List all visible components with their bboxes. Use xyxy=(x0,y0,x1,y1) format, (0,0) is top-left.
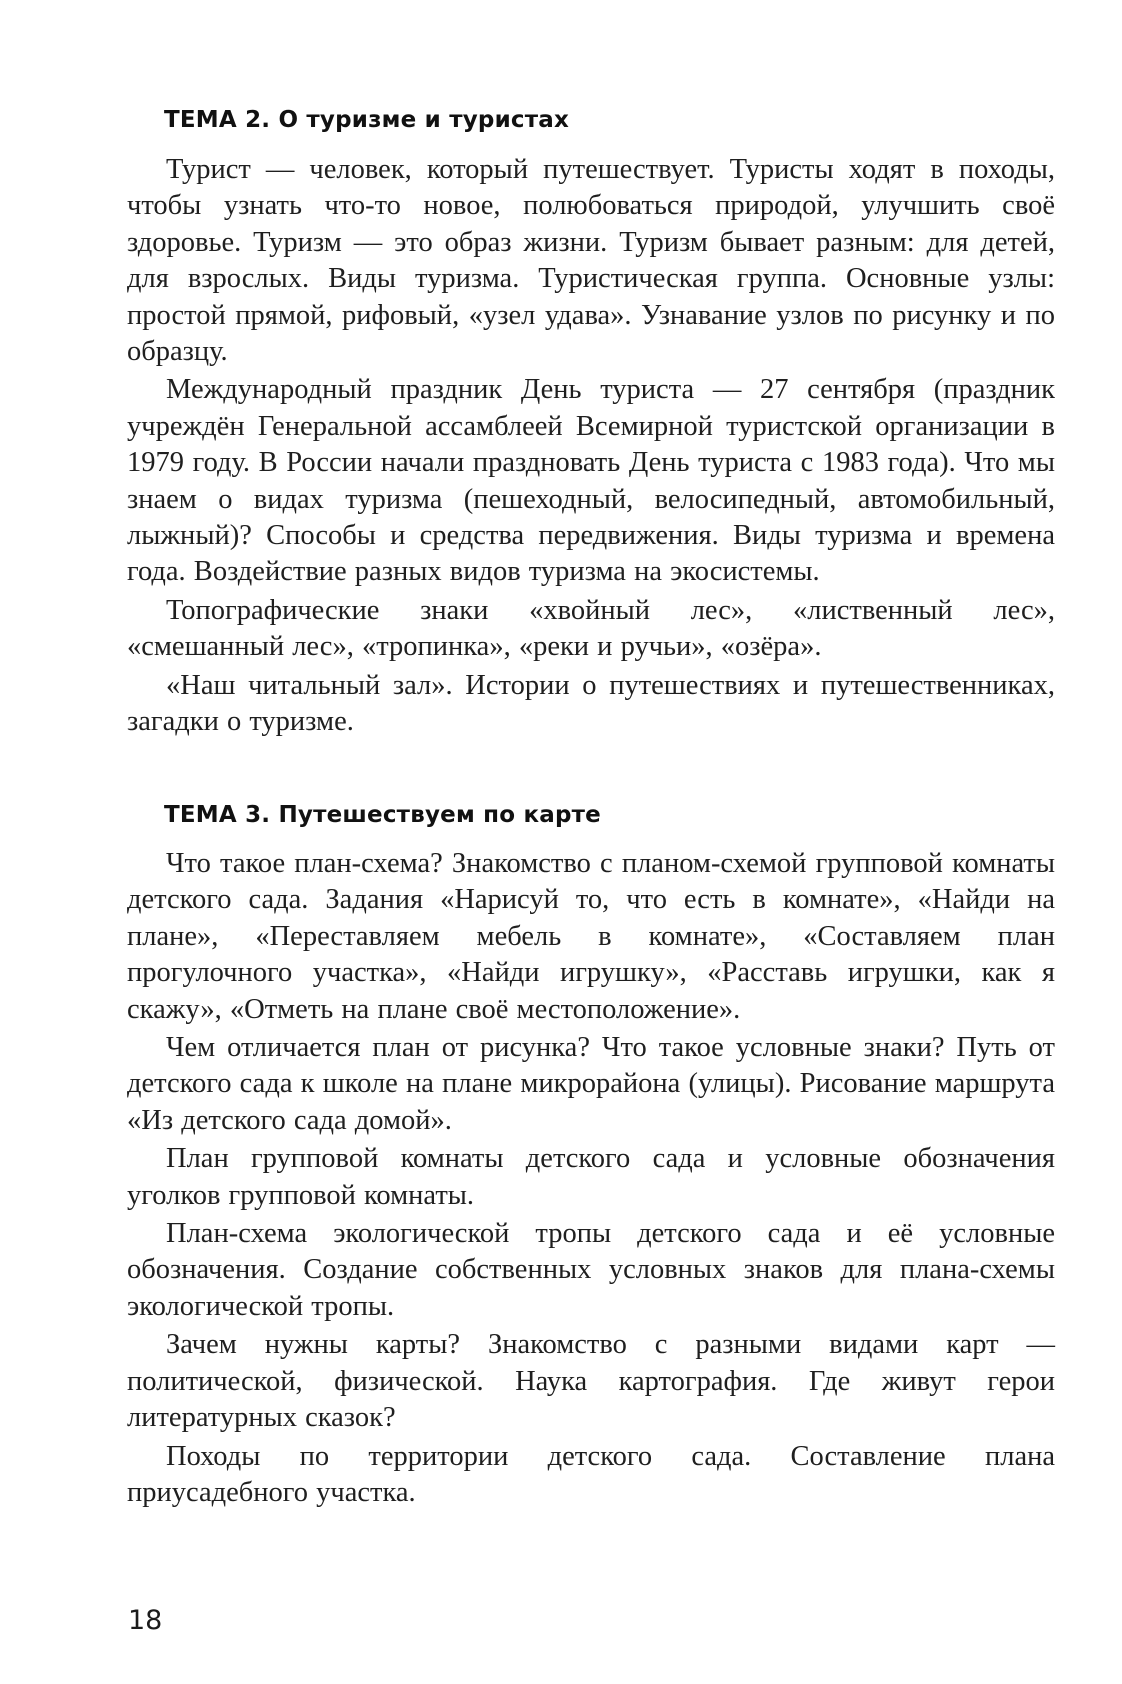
page-number: 18 xyxy=(128,1605,163,1636)
section-3-heading: ТЕМА 3. Путешествуем по карте xyxy=(164,802,601,828)
paragraph: Международный праздник День туриста — 27 сентября (праздник учреждён Генеральной ассамблеей Всемирной туристской организации в 1979 году. В России начали праздновать День туриста с 1983 года). Что мы знаем о видах туризма (пешеходный, велосипедный, автомобильный, лыжный)? Способы и средства передвижения. Виды туризма и времена года. Воздействие разных видов туризма на экосистемы. xyxy=(127,374,1055,588)
paragraph: «Наш читальный зал». Истории о путешествиях и путешественниках, загадки о туризме. xyxy=(127,669,1055,738)
paragraph: Турист — человек, который путешествует. Туристы ходят в походы, чтобы узнать что-то новое, полюбоваться природой, улучшить своё здоровье. Туризм — это образ жизни. Туризм бывает разным: для детей, для взрослых. Виды туризма. Туристическая группа. Основные узлы: простой прямой, рифовый, «узел удава». Узнавание узлов по рисунку и по образцу. xyxy=(127,154,1055,368)
section-2-body xyxy=(127,152,1055,743)
paragraph: Зачем нужны карты? Знакомство с разными видами карт — политической, физической. Наука картография. Где живут герои литературных сказок? xyxy=(127,1329,1055,1434)
section-2-heading: ТЕМА 2. О туризме и туристах xyxy=(164,107,570,133)
paragraph: Чем отличается план от рисунка? Что такое условные знаки? Путь от детского сада к школе на плане микрорайона (улицы). Рисование маршрута «Из детского сада домой». xyxy=(127,1032,1055,1136)
paragraph: План групповой комнаты детского сада и условные обозначения уголков групповой комнаты. xyxy=(127,1143,1055,1211)
paragraph: Походы по территории детского сада. Составление плана приусадебного участка. xyxy=(127,1440,1055,1508)
paragraph: Топографические знаки «хвойный лес», «лиственный лес», «смешанный лес», «тропинка», «реки и ручьи», «озёра». xyxy=(127,594,1055,663)
paragraph: Что такое план-схема? Знакомство с планом-схемой групповой комнаты детского сада. Задания «Нарисуй то, что есть в комнате», «Найди на плане», «Переставляем мебель в комнате», «Составляем план прогулочного участка», «Найди игрушку», «Расставь игрушки, как я скажу», «Отметь на плане своё местоположение». xyxy=(127,848,1055,1025)
section-3-body xyxy=(127,846,1055,1513)
paragraph: План-схема экологической тропы детского сада и её условные обозначения. Создание собственных условных знаков для плана-схемы экологической тропы. xyxy=(127,1218,1055,1322)
